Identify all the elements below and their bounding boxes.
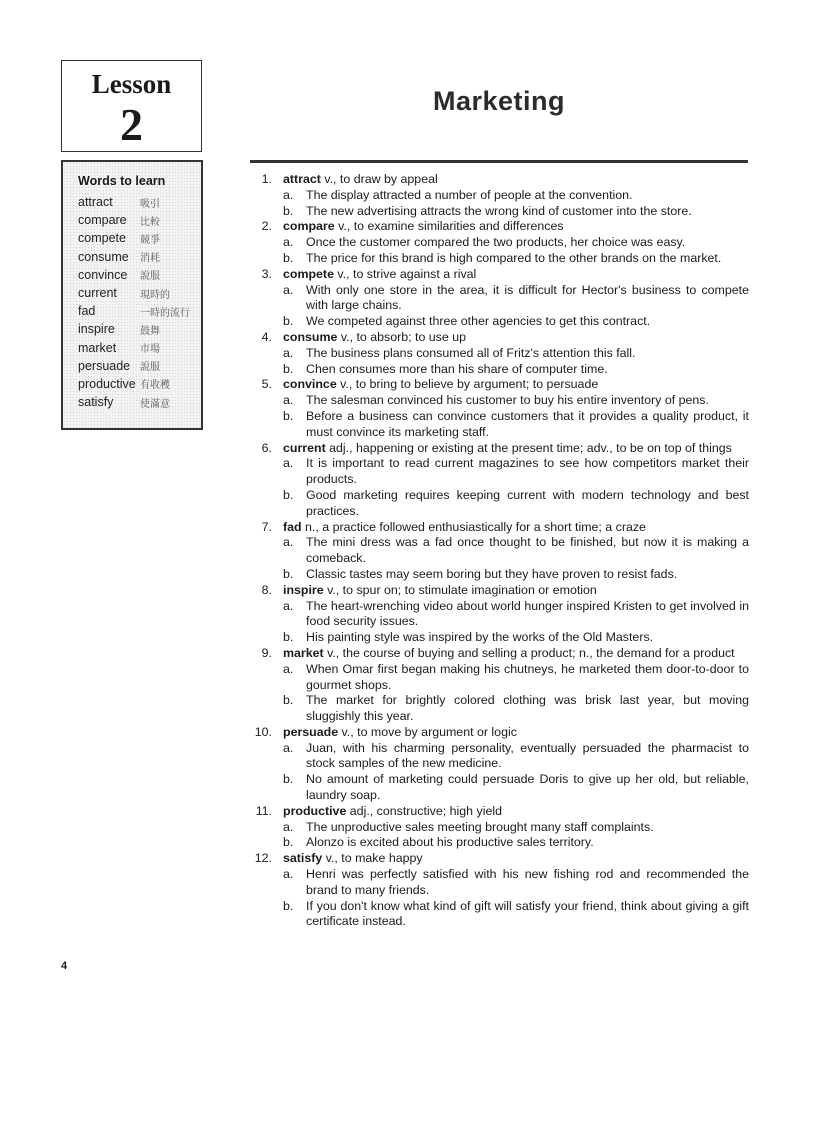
example-label: b. <box>283 630 294 645</box>
definition-line <box>283 851 749 867</box>
definition-entry <box>252 172 749 219</box>
example-label: b. <box>283 566 294 581</box>
word-chinese: 有收穫 <box>140 380 170 392</box>
vocab-term: market <box>283 645 324 660</box>
example-label: b. <box>283 693 294 708</box>
definition-entry <box>252 646 749 725</box>
definition-text: v., to move by argument or logic <box>338 724 517 739</box>
example-text: Classic tastes may seem boring but they have proven to resist fads. <box>306 566 678 581</box>
word-english: compete <box>78 231 126 246</box>
definition-line <box>283 804 749 820</box>
example-sentence <box>283 535 749 567</box>
example-text: The heart-wrenching video about world hunger inspired Kristen to get involved in food security issues. <box>306 598 749 629</box>
entry-number: 5. <box>261 377 272 392</box>
word-english: attract <box>78 195 113 210</box>
vocab-term: fad <box>283 519 302 534</box>
example-label: b. <box>283 898 294 913</box>
definition-line <box>283 520 749 536</box>
example-sentence <box>283 251 749 267</box>
example-sentence <box>283 488 749 520</box>
example-label: b. <box>283 487 294 502</box>
definition-text: adj., happening or existing at the present time; adv., to be on top of things <box>325 440 732 455</box>
example-sentence <box>283 346 749 362</box>
word-english: satisfy <box>78 395 114 410</box>
vocab-term: persuade <box>283 724 339 739</box>
example-text: Juan, with his charming personality, eventually persuaded the pharmacist to stock samples of the new medicine. <box>306 740 749 771</box>
example-sentence <box>283 188 749 204</box>
word-list-item <box>63 375 201 393</box>
word-list-item <box>63 302 201 320</box>
word-list-item <box>63 357 201 375</box>
word-list-item <box>63 284 201 302</box>
entry-number: 3. <box>261 266 272 281</box>
example-sentence <box>283 235 749 251</box>
example-label: b. <box>283 772 294 787</box>
definition-text: v., to absorb; to use up <box>337 329 466 344</box>
example-label: b. <box>283 408 294 423</box>
word-list-item <box>63 320 201 338</box>
definition-text: n., a practice followed enthusiastically for a short time; a craze <box>301 519 646 534</box>
page-number: 4 <box>61 960 68 972</box>
example-sentence <box>283 204 749 220</box>
word-english: persuade <box>78 358 131 373</box>
example-text: Good marketing requires keeping current with modern technology and best practices. <box>306 487 749 518</box>
example-label: a. <box>283 867 294 882</box>
example-list <box>283 346 749 378</box>
word-english: fad <box>78 304 96 319</box>
definition-entry <box>252 804 749 851</box>
definition-line <box>283 441 749 457</box>
example-label: a. <box>283 535 294 550</box>
example-label: b. <box>283 203 294 218</box>
example-label: a. <box>283 740 294 755</box>
example-label: a. <box>283 819 294 834</box>
definition-line <box>283 172 749 188</box>
example-sentence <box>283 662 749 694</box>
word-chinese: 吸引 <box>140 198 160 210</box>
word-chinese: 鼓舞 <box>140 325 160 337</box>
word-chinese: 說服 <box>140 271 160 283</box>
example-label: b. <box>283 361 294 376</box>
entry-number: 9. <box>261 645 272 660</box>
definition-entry <box>252 520 749 583</box>
example-text: The display attracted a number of people at the convention. <box>306 187 633 202</box>
word-english: consume <box>78 249 129 264</box>
definition-entry <box>252 441 749 520</box>
example-sentence <box>283 772 749 804</box>
definition-entry <box>252 330 749 377</box>
example-sentence <box>283 409 749 441</box>
definition-line <box>283 377 749 393</box>
entry-number: 12. <box>254 851 272 866</box>
vocab-term: inspire <box>283 582 324 597</box>
example-sentence <box>283 567 749 583</box>
word-chinese: 市場 <box>140 344 160 356</box>
example-sentence <box>283 693 749 725</box>
example-list <box>283 741 749 804</box>
definition-entry <box>252 725 749 804</box>
example-text: Alonzo is excited about his productive sales territory. <box>306 835 594 850</box>
vocab-term: satisfy <box>283 851 323 866</box>
word-english: convince <box>78 267 128 282</box>
vocab-term: compete <box>283 266 334 281</box>
example-text: His painting style was inspired by the works of the Old Masters. <box>306 630 654 645</box>
example-sentence <box>283 599 749 631</box>
entry-number: 6. <box>261 440 272 455</box>
entry-number: 7. <box>261 519 272 534</box>
example-list <box>283 820 749 852</box>
example-sentence <box>283 630 749 646</box>
definition-text: v., to spur on; to stimulate imagination or emotion <box>323 582 597 597</box>
definition-line <box>283 646 749 662</box>
example-sentence <box>283 835 749 851</box>
example-text: The unproductive sales meeting brought many staff complaints. <box>306 819 654 834</box>
word-english: compare <box>78 213 127 228</box>
entry-number: 1. <box>261 172 272 186</box>
example-sentence <box>283 899 749 931</box>
word-list-item <box>63 266 201 284</box>
entry-number: 11. <box>255 803 272 818</box>
word-chinese: 比較 <box>140 216 160 228</box>
words-to-learn-heading: Words to learn <box>78 174 166 188</box>
entry-number: 4. <box>261 329 272 344</box>
word-english: market <box>78 340 117 355</box>
example-label: b. <box>283 835 294 850</box>
word-list-item <box>63 248 201 266</box>
example-text: Chen consumes more than his share of computer time. <box>306 361 608 376</box>
definition-text: v., the course of buying and selling a product; n., the demand for a product <box>323 645 735 660</box>
word-english: productive <box>78 376 136 391</box>
example-sentence <box>283 867 749 899</box>
example-sentence <box>283 314 749 330</box>
example-list <box>283 393 749 440</box>
definition-text: adj., constructive; high yield <box>346 803 502 818</box>
example-text: With only one store in the area, it is difficult for Hector's business to compete with large chains. <box>306 282 749 313</box>
example-list <box>283 456 749 519</box>
example-label: a. <box>283 661 294 676</box>
example-text: The price for this brand is high compared to the other brands on the market. <box>306 250 722 265</box>
example-text: When Omar first began making his chutneys, he marketed them door-to-door to gourmet shops. <box>306 661 749 692</box>
example-list <box>283 599 749 646</box>
example-text: Before a business can convince customers that it provides a quality product, it must convince its marketing staff. <box>306 408 749 439</box>
word-chinese: 消耗 <box>140 253 160 265</box>
definition-line <box>283 725 749 741</box>
definition-line <box>283 583 749 599</box>
title-rule <box>250 160 748 163</box>
example-list <box>283 535 749 582</box>
definition-line <box>283 267 749 283</box>
example-label: a. <box>283 282 294 297</box>
example-sentence <box>283 456 749 488</box>
entry-number: 8. <box>261 582 272 597</box>
page-title: Marketing <box>432 86 566 116</box>
vocab-term: convince <box>283 377 337 392</box>
example-sentence <box>283 393 749 409</box>
example-text: The new advertising attracts the wrong kind of customer into the store. <box>306 203 692 218</box>
word-chinese: 現時的 <box>140 289 170 301</box>
definition-text: v., to strive against a rival <box>333 266 477 281</box>
vocab-term: current <box>283 440 326 455</box>
example-text: The mini dress was a fad once thought to be finished, but now it is making a comeback. <box>306 535 749 566</box>
example-list <box>283 283 749 330</box>
example-text: The business plans consumed all of Fritz's attention this fall. <box>306 345 636 360</box>
vocab-term: consume <box>283 329 338 344</box>
example-label: a. <box>283 598 294 613</box>
example-label: a. <box>283 456 294 471</box>
definition-entry <box>252 583 749 646</box>
definition-line <box>283 219 749 235</box>
example-sentence <box>283 820 749 836</box>
word-list-item <box>63 229 201 247</box>
example-label: a. <box>283 393 294 408</box>
example-text: If you don't know what kind of gift will satisfy your friend, think about giving a gift certificate instead. <box>306 898 749 929</box>
definition-text: v., to bring to believe by argument; to persuade <box>336 377 599 392</box>
word-chinese: 使滿意 <box>140 398 170 410</box>
vocab-term: compare <box>283 219 335 234</box>
lesson-box <box>61 60 202 152</box>
example-label: a. <box>283 187 294 202</box>
entry-number: 10. <box>254 724 272 739</box>
example-sentence <box>283 362 749 378</box>
example-text: The salesman convinced his customer to buy his entire inventory of pens. <box>306 393 709 408</box>
example-text: The market for brightly colored clothing was brisk last year, but moving sluggishly this year. <box>306 693 749 724</box>
vocab-term: productive <box>283 803 347 818</box>
word-chinese: 一時的流行 <box>140 307 190 319</box>
words-to-learn-box <box>61 160 203 430</box>
word-list-item <box>63 193 201 211</box>
example-text: Once the customer compared the two products, her choice was easy. <box>306 235 686 250</box>
example-list <box>283 867 749 930</box>
example-text: No amount of marketing could persuade Doris to give up her old, but reliable, laundry soap. <box>306 772 749 803</box>
definition-entry <box>252 219 749 266</box>
word-list-item <box>63 393 201 411</box>
example-list <box>283 235 749 267</box>
example-label: a. <box>283 235 294 250</box>
definition-text: v., to make happy <box>322 851 423 866</box>
word-list-item <box>63 339 201 357</box>
words-to-learn-list <box>63 193 201 411</box>
vocab-term: attract <box>283 172 321 186</box>
word-english: current <box>78 286 117 301</box>
example-sentence <box>283 283 749 315</box>
definition-text: v., to examine similarities and differences <box>334 219 564 234</box>
example-label: a. <box>283 345 294 360</box>
word-chinese: 競爭 <box>140 234 160 246</box>
example-sentence <box>283 741 749 773</box>
example-label: b. <box>283 250 294 265</box>
example-list <box>283 662 749 725</box>
example-list <box>283 188 749 220</box>
definition-entry <box>252 267 749 330</box>
definition-text: v., to draw by appeal <box>320 172 438 186</box>
lesson-label: Lesson <box>91 69 172 99</box>
definitions-list <box>252 172 749 930</box>
example-text: Henri was perfectly satisfied with his new fishing rod and recommended the brand to many friends. <box>306 867 749 897</box>
word-list-item <box>63 211 201 229</box>
lesson-number: 2 <box>120 99 143 150</box>
word-english: inspire <box>78 322 115 337</box>
example-text: It is important to read current magazines to see how competitors market their products. <box>306 456 749 487</box>
definition-entry <box>252 851 749 930</box>
definition-entry <box>252 377 749 440</box>
example-label: b. <box>283 314 294 329</box>
definition-line <box>283 330 749 346</box>
word-chinese: 說服 <box>140 362 160 374</box>
example-text: We competed against three other agencies to get this contract. <box>306 314 651 329</box>
entry-number: 2. <box>261 219 272 234</box>
